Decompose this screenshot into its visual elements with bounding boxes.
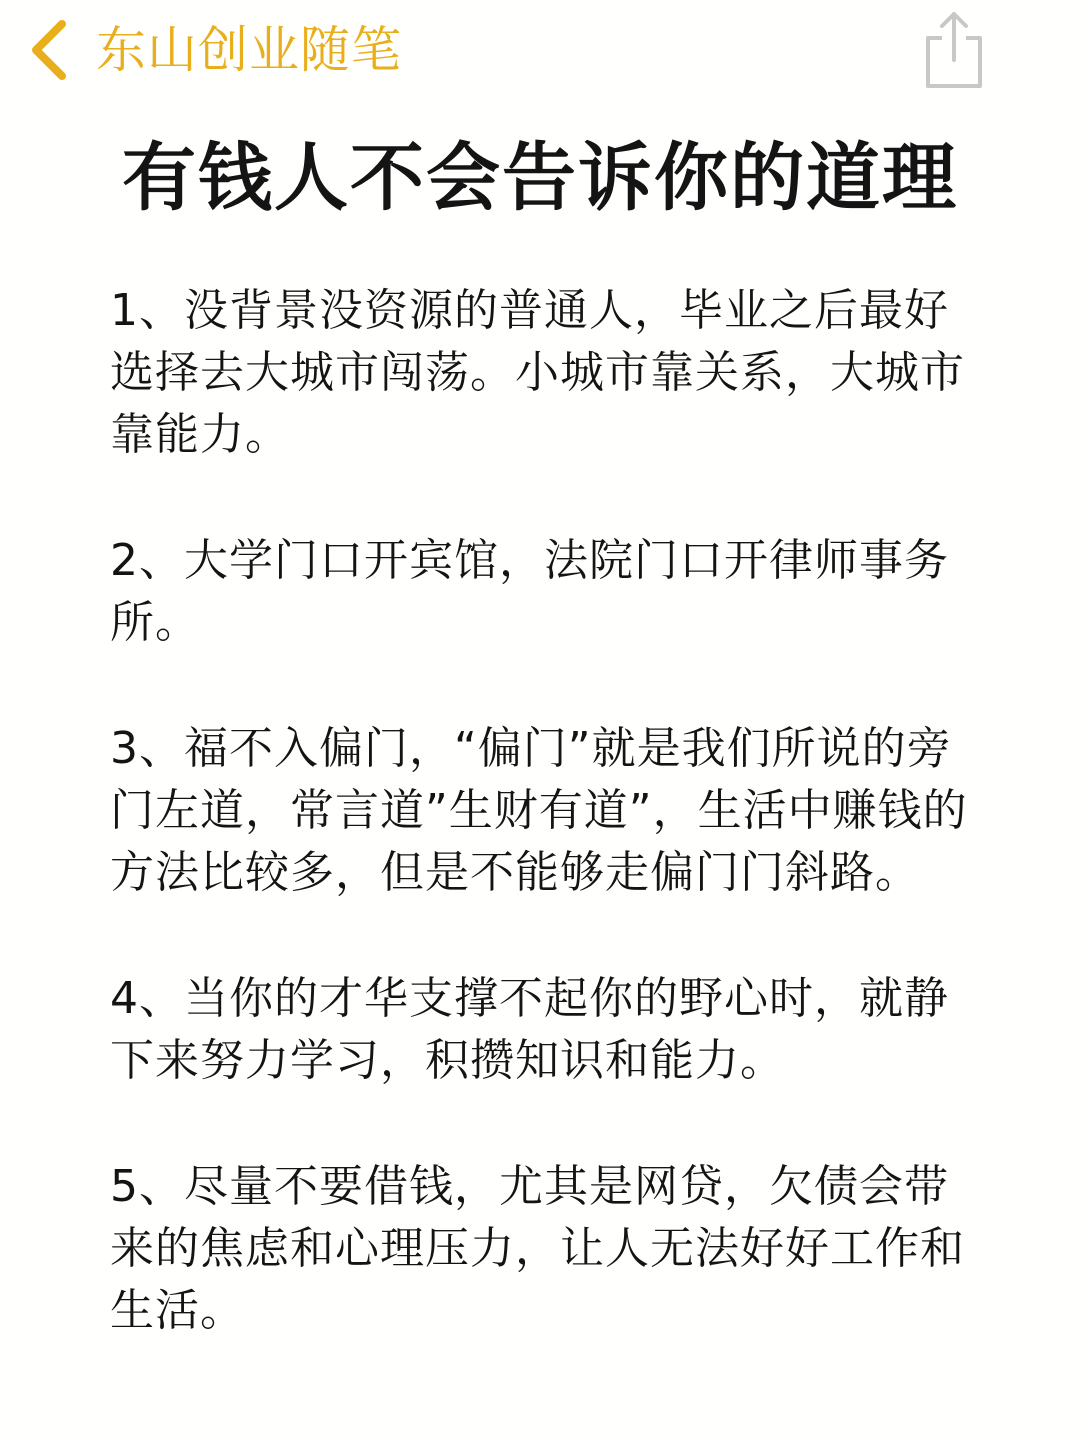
list-item: 5、尽量不要借钱，尤其是网贷，欠债会带来的焦虑和心理压力，让人无法好好工作和生活。 — [110, 1161, 965, 1336]
back-button[interactable] — [26, 18, 72, 82]
share-icon — [922, 8, 986, 90]
list-item: 3、福不入偏门，“偏门”就是我们所说的旁门左道，常言道”生财有道”，生活中赚钱的方法比较多，但是不能够走偏门门斜路。 — [110, 723, 968, 898]
list-item: 2、大学门口开宾馆，法院门口开律师事务所。 — [110, 535, 949, 648]
nav-title[interactable]: 东山创业随笔 — [96, 21, 402, 79]
share-button[interactable] — [922, 8, 986, 90]
list-item: 1、没背景没资源的普通人，毕业之后最好选择去大城市闯荡。小城市靠关系，大城市靠能力。 — [110, 285, 965, 460]
article-body — [110, 280, 972, 1342]
chevron-left-icon — [26, 18, 72, 82]
navigation-bar — [0, 0, 1080, 110]
page-title: 有钱人不会告诉你的道理 — [122, 135, 958, 221]
list-item: 4、当你的才华支撑不起你的野心时，就静下来努力学习，积攒知识和能力。 — [110, 973, 949, 1086]
